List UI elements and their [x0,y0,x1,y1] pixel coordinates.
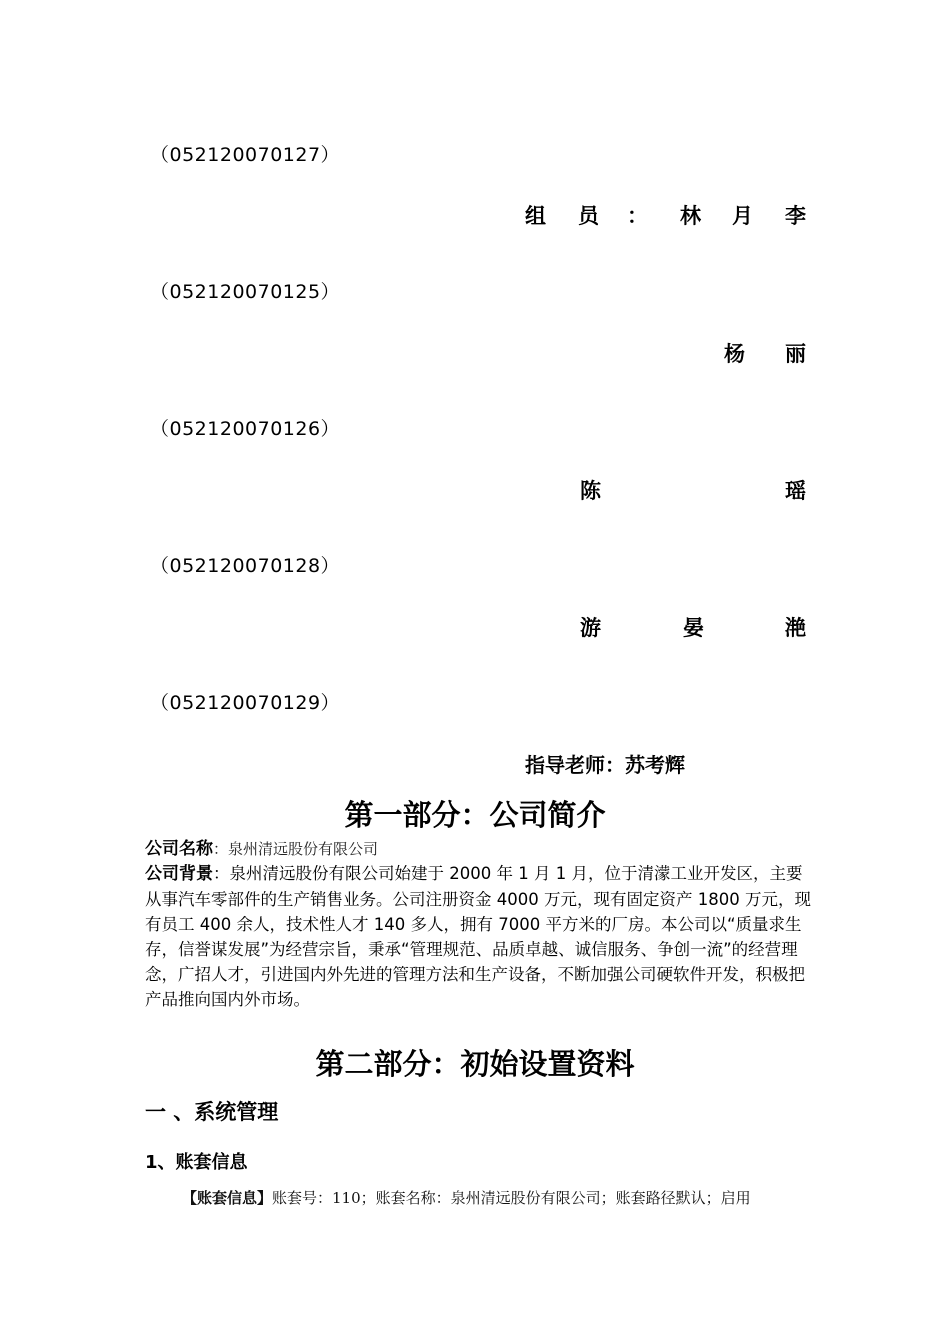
subsection-heading: 1、账套信息 [145,1152,248,1173]
members-label-char: ： [627,204,648,228]
member-name-char: 游 [580,616,601,640]
member-id-4: （052120070128） [150,555,341,577]
member-name-char: 李 [785,204,806,228]
advisor-line: 指导老师：苏考辉 [525,753,685,777]
members-label-row [140,200,808,230]
member-name-char: 林 [680,204,701,228]
members-label-char: 员 [578,204,599,228]
company-name-value: 泉州清远股份有限公司 [228,840,379,858]
account-info-text: 账套号：110；账套名称：泉州清远股份有限公司；账套路径默认；启用 [272,1189,751,1207]
member-id-2: （052120070125） [150,281,341,303]
members-label-char: 组 [525,204,546,228]
company-background-paragraph [145,861,813,1012]
section-heading: 一 、系统管理 [145,1100,279,1124]
member-id-5: （052120070129） [150,692,341,714]
account-info-line [182,1187,751,1208]
company-name-line [145,836,813,862]
part1-title: 第一部分：公司简介 [344,798,606,832]
account-info-label: 【账套信息】 [182,1189,273,1207]
member-name-char: 滟 [785,616,806,640]
company-name-label: 公司名称 [145,839,213,859]
member-id-1: （052120070127） [150,144,341,166]
member-name-char: 丽 [785,342,806,366]
company-background-text: ：泉州清远股份有限公司始建于 2000 年 1 月 1 月，位于清濛工业开发区，主要从事汽车零部件的生产销售业务。公司注册资金 4000 万元，现有固定资产 1800 万元，现有员工 400 余人，技术性人才 140 多人，拥有 7000 平方米的厂房。本公司以“质量求生存，信誉谋发展”为经营宗旨，秉承“管理规范、品质卓越、诚信服务、争创一流”的经营理念，广招人才，引进国内外先进的管理方法和生产设备，不断加强公司硬软件开发，积极把产品推向国内外市场。 [145,864,811,1009]
member-name-char: 杨 [724,342,745,366]
member-name-row [140,612,808,642]
member-name-char: 晏 [683,616,704,640]
company-name-sep: ： [213,840,229,858]
member-name-row [140,338,808,368]
member-name-char: 月 [732,204,753,228]
member-name-char: 陈 [580,479,601,503]
member-name-char: 瑶 [785,479,806,503]
company-background-label: 公司背景 [145,864,213,884]
member-name-row [140,475,808,505]
member-id-3: （052120070126） [150,418,341,440]
part2-title: 第二部分：初始设置资料 [315,1047,635,1081]
